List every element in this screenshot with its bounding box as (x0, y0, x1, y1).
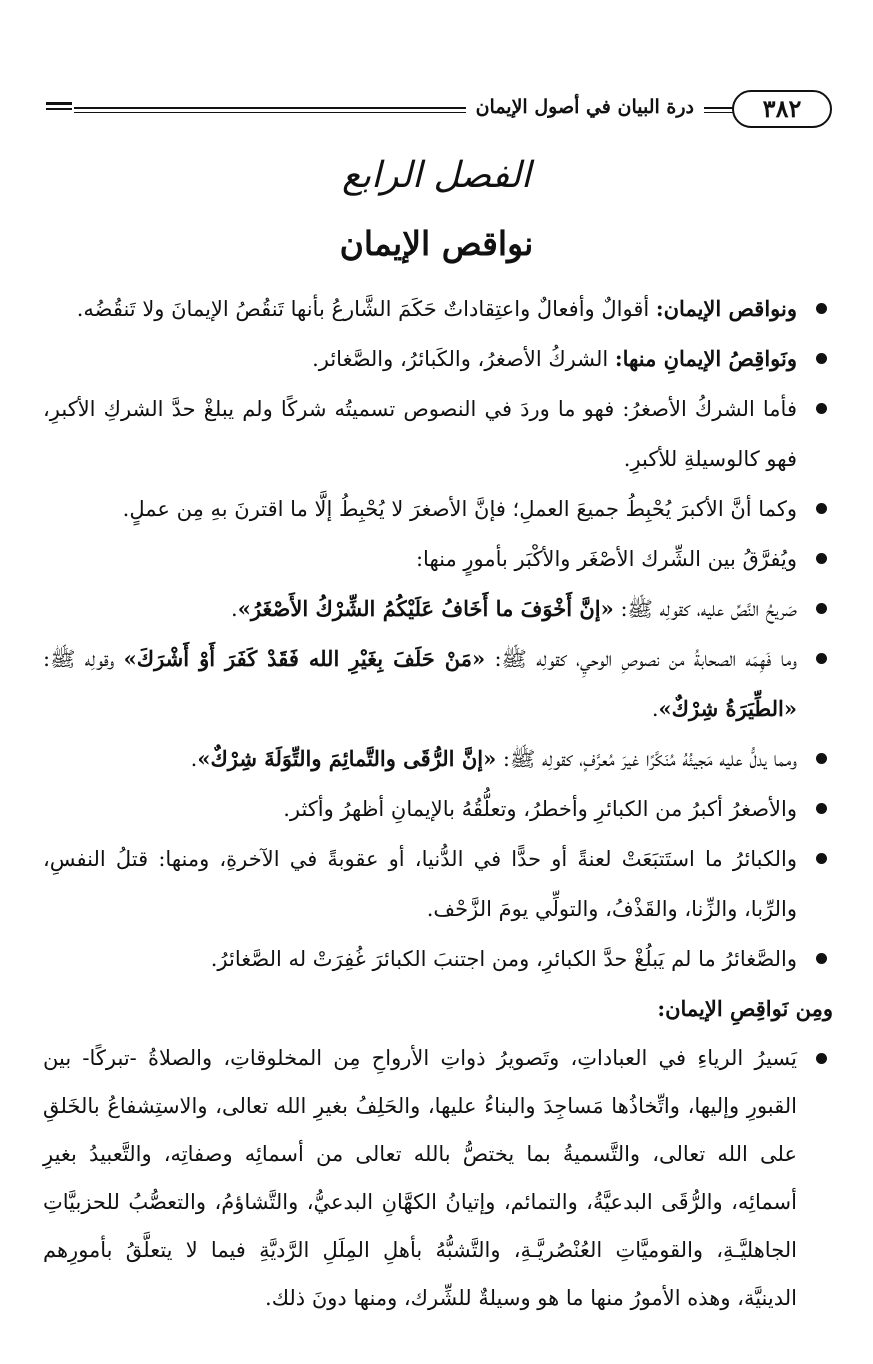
paragraph-text: أقوالٌ وأفعالٌ واعتِقاداتٌ حَكَمَ الشَّارعُ بأنها تَنقُصُ الإيمانَ ولا تَنقُضُه. (76, 297, 656, 321)
paragraph-lead: ونواقص الإيمان: (655, 296, 797, 321)
page-number: ٣٨٢ (732, 90, 832, 128)
paragraph-text: وما فَهِمَه الصحابةُ من نصوصِ الوحيِ، كقولِه ﷺ: (485, 647, 798, 671)
bullet-icon (816, 1053, 827, 1064)
bullet-icon (816, 953, 827, 964)
bullet-icon (816, 553, 827, 564)
paragraph-text: والأصغرُ أكبرُ من الكبائرِ وأخطرُ، وتعلُّقُهُ بالإيمانِ أظهرُ وأكثر. (283, 797, 797, 821)
bullet-icon (816, 303, 827, 314)
hadith-quote: «مَنْ حَلَفَ بِغَيْرِ الله فَقَدْ كَفَرَ أَوْ أَشْرَكَ» (123, 646, 486, 671)
paragraph (43, 384, 833, 484)
paragraph-lead: ونَواقِصُ الإيمانِ منها: (614, 346, 797, 371)
subheading-text: ومِن نَواقِصِ الإيمان: (657, 996, 833, 1021)
hadith-quote: «إنَّ الرُّقَى والتَّمائِمَ والتِّوَلَةَ شِرْكٌ» (197, 746, 497, 771)
paragraph-text: ويُفرَّقُ بين الشِّرك الأصْغَر والأكْبَر بأمورٍ منها: (415, 547, 797, 571)
paragraph (43, 284, 833, 334)
paragraph-text: فأما الشركُ الأصغرُ: فهو ما وردَ في النصوص تسميتُه شركًا ولم يبلغْ حدَّ الشركِ الأكبرِ، فهو كالوسيلةِ للأكبرِ. (43, 397, 797, 471)
subheading (43, 984, 833, 1034)
paragraph-tail: . (651, 697, 659, 721)
bullet-icon (816, 853, 827, 864)
paragraph (43, 834, 833, 934)
body-text (43, 284, 833, 1322)
paragraph-text: يَسيرُ الرياءِ في العباداتِ، وتَصويرُ ذواتِ الأرواحِ مِن المخلوقاتِ، والصلاةُ -تبركًا- بين القبورِ وإليها، واتِّخاذُها مَساجِدَ والبناءُ عليها، والحَلِفُ بغيرِ الله تعالى، والاستِشفاعُ بالخَلقِ على الله تعالى، والتَّسميةُ بما يختصُّ بالله تعالى من أسمائِه وصفاتِه، والتَّعبيدُ بغيرِ أسمائِه، والرُّقَى البدعيَّةُ، والتمائم، وإتيانُ الكهَّانِ البدعيُّ، والتَّشاؤمُ، والتعصُّبُ للحزبيَّاتِ الجاهليَّـةِ، والقوميَّاتِ العُنْصُريَّـةِ، والتَّشبُّهُ بأهلِ المِلَلِ الرَّديَّةِ فيما لا يتعلَّقُ بأمورِهم الدينيَّة، وهذه الأمورُ منها ما هو وسيلةٌ للشِّرك، ومنها دونَ ذلك. (43, 1046, 797, 1310)
bullet-icon (816, 653, 827, 664)
paragraph-text: وكما أنَّ الأكبرَ يُحْبِطُ جميعَ العملِ؛ فإنَّ الأصغرَ لا يُحْبِطُ إلَّا ما اقترنَ بهِ مِن عملٍ. (122, 497, 797, 521)
paragraph-tail: وقولِه ﷺ: (43, 647, 124, 671)
paragraph (43, 1034, 833, 1322)
chapter-title: نواقص الإيمان (339, 224, 534, 263)
bullet-icon (816, 803, 827, 814)
chapter-label: الفصل الرابع (341, 155, 532, 196)
paragraph (43, 734, 833, 784)
paragraph-text: الشركُ الأصغرُ، والكَبائرُ، والصَّغائر. (312, 347, 615, 371)
paragraph (43, 334, 833, 384)
bullet-icon (816, 503, 827, 514)
paragraph (43, 484, 833, 534)
paragraph-tail: . (190, 747, 198, 771)
running-header (46, 88, 832, 136)
paragraph-text: صَريحُ النَّصِّ عليه، كقولِه ﷺ: (613, 597, 797, 621)
paragraph (43, 584, 833, 634)
bullet-icon (816, 353, 827, 364)
paragraph-text: والكبائرُ ما استَتبَعَتْ لعنةً أو حدًّا في الدُّنيا، أو عقوبةً في الآخرةِ، ومنها: قتلُ النفسِ، والرِّبا، والزِّنا، والقَذْفُ، والتولِّي يومَ الزَّحْف. (43, 847, 797, 921)
paragraph (43, 784, 833, 834)
bullet-icon (816, 603, 827, 614)
header-ornament (46, 102, 72, 113)
paragraph (43, 934, 833, 984)
book-title: درة البيان في أصول الإيمان (466, 92, 704, 122)
paragraph-text: ومما يدلُّ عليه مَجيئُهُ مُنَكَّرًا غيرَ مُعرَّفٍ، كقولِه ﷺ: (496, 747, 797, 771)
paragraph (43, 534, 833, 584)
hadith-quote: «إنَّ أَخْوَفَ ما أَخَافُ عَلَيْكُمُ الشِّرْكُ الأَصْغَرُ» (237, 596, 614, 621)
paragraph (43, 634, 833, 734)
paragraph-tail: . (231, 597, 238, 621)
bullet-icon (816, 403, 827, 414)
paragraph-text: والصَّغائرُ ما لم يَبلُغْ حدَّ الكبائرِ، ومن اجتنبَ الكبائرَ غُفِرَتْ له الصَّغائرُ. (210, 947, 797, 971)
hadith-quote: «الطِّيَرَةُ شِرْكٌ» (658, 696, 797, 721)
bullet-icon (816, 753, 827, 764)
